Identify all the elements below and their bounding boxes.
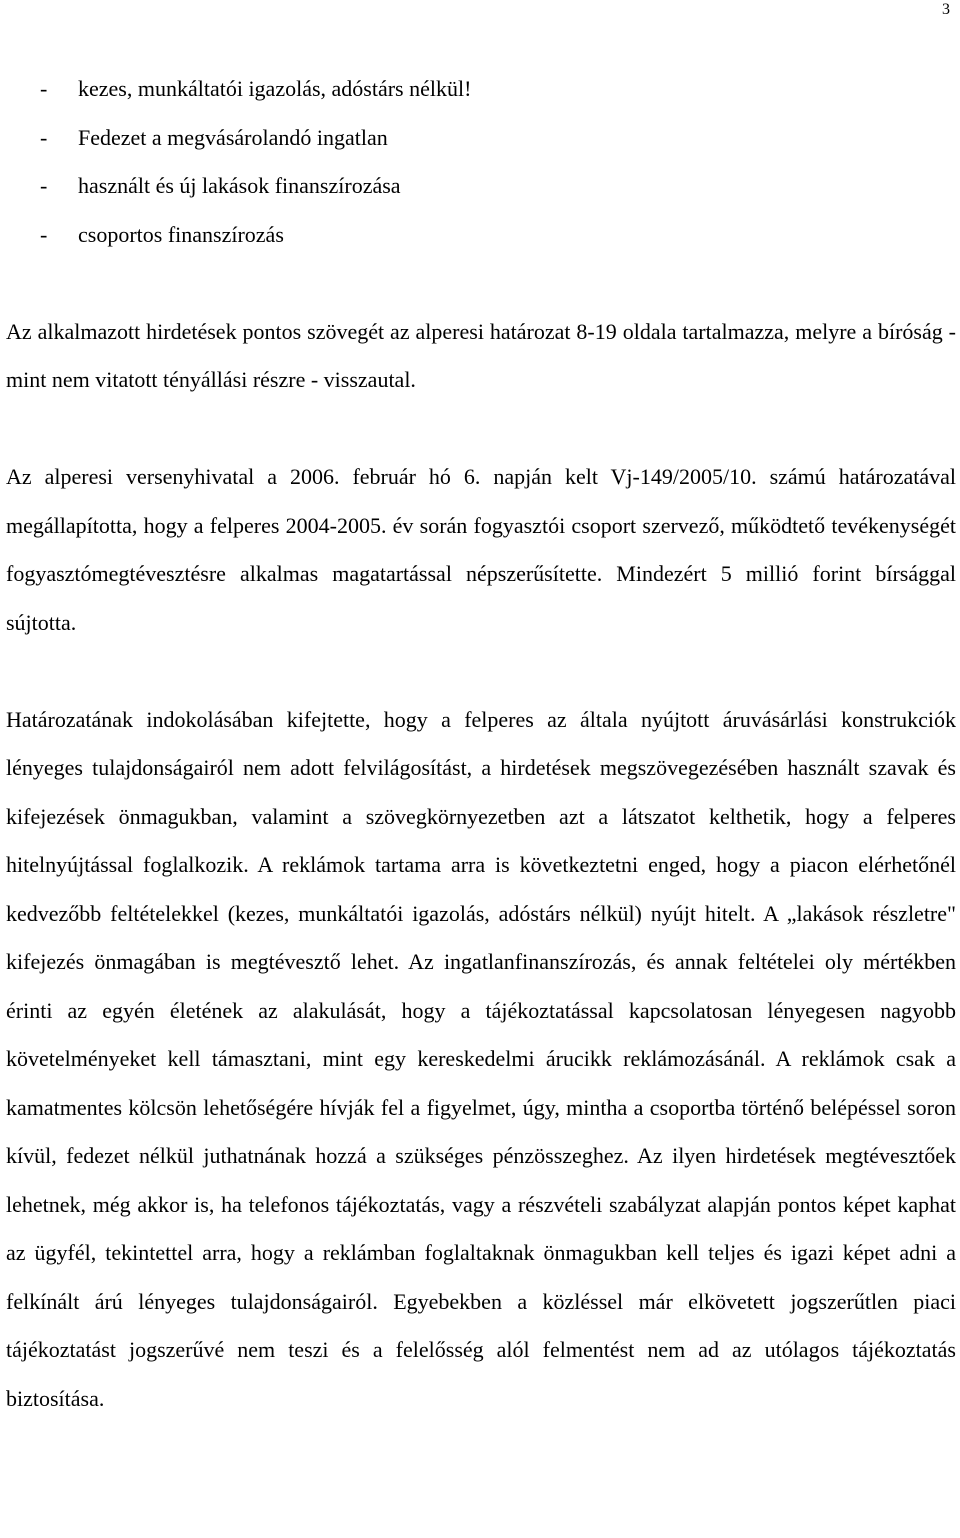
document-body	[6, 65, 956, 1423]
list-item	[6, 114, 956, 163]
spacer	[6, 259, 956, 308]
list-dash: -	[40, 173, 48, 198]
list-dash: -	[40, 124, 48, 150]
list-item	[6, 211, 956, 260]
feature-list	[6, 65, 956, 259]
paragraph-versenyhivatal: Az alperesi versenyhivatal a 2006. február hó 6. napján kelt Vj-149/2005/10. számú határozatával megállapította, hogy a felperes 2004-2005. év során fogyasztói csoport szervező, működtető tevékenységét fogyasztómegtévesztésre alkalmas magatartással népszerűsítette. Mindezért 5 millió forint bírsággal sújtotta.	[6, 464, 956, 635]
list-dash: -	[40, 221, 48, 247]
paragraph-hirdetesek: Az alkalmazott hirdetések pontos szövegét az alperesi határozat 8-19 oldala tartalmazza, melyre a bíróság - mint nem vitatott tényállási részre - visszautal.	[6, 318, 956, 392]
list-dash: -	[40, 76, 48, 101]
list-item-text: csoportos finanszírozás	[78, 221, 284, 247]
paragraph-indokolas: Határozatának indokolásában kifejtette, hogy a felperes az általa nyújtott áruvásárlási konstrukciók lényeges tulajdonságairól nem adott felvilágosítást, a hirdetések megszövegezésében használt szavak és kifejezések önmagukban, valamint a szövegkörnyezetben azt a látszatot kelthetik, hogy a felperes hitelnyújtással foglalkozik. A reklámok tartama arra is következtetni enged, hogy a piacon elérhetőnél kedvezőbb feltételekkel (kezes, munkáltatói igazolás, adóstárs nélkül) nyújt hitelt. A „lakások részletre" kifejezés önmagában is megtévesztő lehet. Az ingatlanfinanszírozás, és annak feltételei oly mértékben érinti az egyén életének az alakulását, hogy a tájékoztatással kapcsolatosan lényegesen nagyobb követelményeket kell támasztani, mint egy kereskedelmi árucikk reklámozásánál. A reklámok csak a kamatmentes kölcsön lehetőségére hívják fel a figyelmet, úgy, mintha a csoportba történő belépéssel soron kívül, fedezet nélkül juthatnának hozzá a szükséges pénzösszeghez. Az ilyen hirdetések megtévesztőek lehetnek, még akkor is, ha telefonos tájékoztatás, vagy a részvételi szabályzat alapján pontos képet kaphat az ügyfél, tekintettel arra, hogy a reklámban foglaltaknak önmagukban kell teljes és igazi képet adni a felkínált árú lényeges tulajdonságairól. Egyebekben a közléssel már elkövetett jogszerűtlen piaci tájékoztatást jogszerűvé nem teszi és a felelősség alól felmentést nem ad az utólagos tájékoztatás biztosítása.	[6, 706, 956, 1411]
page-number: 3	[942, 1, 950, 18]
spacer	[6, 647, 956, 696]
spacer	[6, 405, 956, 454]
list-item	[6, 162, 956, 211]
list-item-text: használt és új lakások finanszírozása	[78, 173, 401, 198]
list-item	[6, 65, 956, 114]
list-item-text: Fedezet a megvásárolandó ingatlan	[78, 124, 388, 150]
list-item-text: kezes, munkáltatói igazolás, adóstárs nélkül!	[78, 76, 472, 101]
